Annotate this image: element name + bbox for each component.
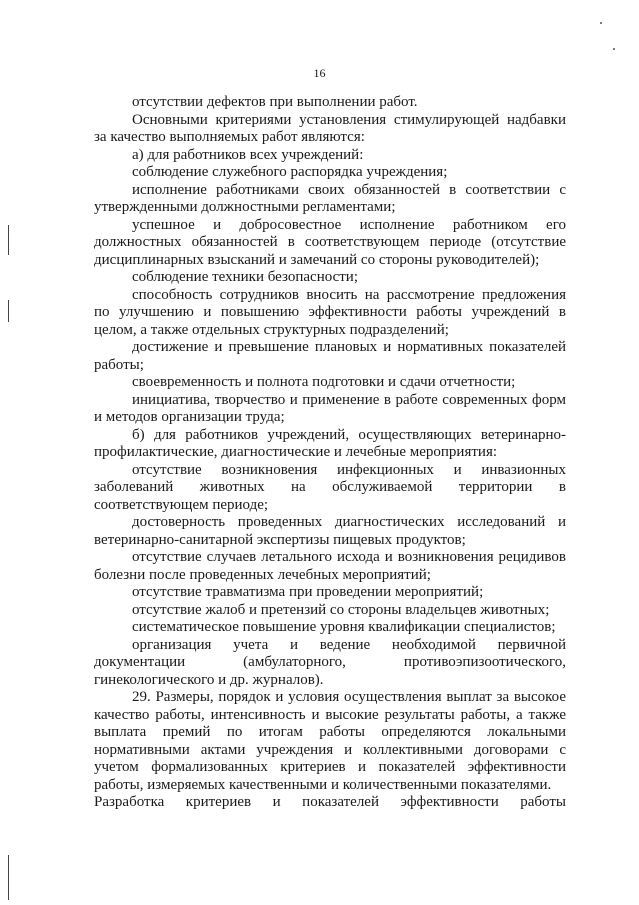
paragraph: отсутствие жалоб и претензий со стороны владельцев животных; xyxy=(132,601,550,618)
paragraph: Разработка критериев и показателей эффективности работы xyxy=(94,794,566,810)
scan-speck xyxy=(600,22,602,24)
paragraph: а) для работников всех учреждений: xyxy=(132,146,364,163)
paragraph: исполнение работниками своих обязанностей в соответствии с утвержденными должностными регламентами; xyxy=(94,181,566,215)
paragraph: достоверность проведенных диагностических исследований и ветеринарно-санитарной экспертизы пищевых продуктов; xyxy=(94,514,566,548)
paragraph: способность сотрудников вносить на рассмотрение предложения по улучшению и повышению эффективности работы учреждений в целом, а также отдельных структурных подразделений; xyxy=(94,286,566,338)
paragraph: соблюдение служебного распорядка учреждения; xyxy=(132,164,448,180)
paragraph: отсутствие травматизма при проведении мероприятий; xyxy=(132,584,484,600)
paragraph: соблюдение техники безопасности; xyxy=(132,269,358,285)
paragraph: отсутствие случаев летального исхода и возникновения рецидивов болезни после проведенных лечебных мероприятий; xyxy=(94,549,566,583)
paragraph: инициатива, творчество и применение в работе современных форм и методов организации труда; xyxy=(94,391,566,425)
paragraph: 29. Размеры, порядок и условия осуществления выплат за высокое качество работы, интенсивность и высокие результаты работы, а также выплата премий по итогам работы определяются локальными нормативными актами учреждения и коллективными договорами с учетом формализованных критериев и показателей эффективности работы, измеряемых качественными и количественными показателями. xyxy=(94,689,566,793)
paragraph: своевременность и полнота подготовки и сдачи отчетности; xyxy=(132,374,516,390)
scan-edge-mark xyxy=(8,300,9,322)
scan-speck xyxy=(613,48,615,50)
paragraph: Основными критериями установления стимулирующей надбавки за качество выполняемых работ являются: xyxy=(94,111,566,145)
scan-edge-mark xyxy=(8,855,9,900)
paragraph: отсутствие возникновения инфекционных и инвазионных заболеваний животных на обслуживаемой территории в соответствующем периоде; xyxy=(94,461,566,513)
paragraph: систематическое повышение уровня квалификации специалистов; xyxy=(132,619,556,635)
paragraph: успешное и добросовестное исполнение работником его должностных обязанностей в соответствующем периоде (отсутствие дисциплинарных взысканий и замечаний со стороны руководителей); xyxy=(94,216,566,268)
document-body xyxy=(94,94,566,812)
paragraph: организация учета и ведение необходимой первичной документации (амбулаторного, противоэпизоотического, гинекологического и др. журналов). xyxy=(94,636,566,688)
page-number: 16 xyxy=(313,66,326,80)
paragraph: б) для работников учреждений, осуществляющих ветеринарно-профилактические, диагностические и лечебные мероприятия: xyxy=(94,426,566,460)
paragraph: достижение и превышение плановых и нормативных показателей работы; xyxy=(94,339,566,373)
scan-edge-mark xyxy=(8,225,9,255)
paragraph: отсутствии дефектов при выполнении работ. xyxy=(132,94,418,110)
